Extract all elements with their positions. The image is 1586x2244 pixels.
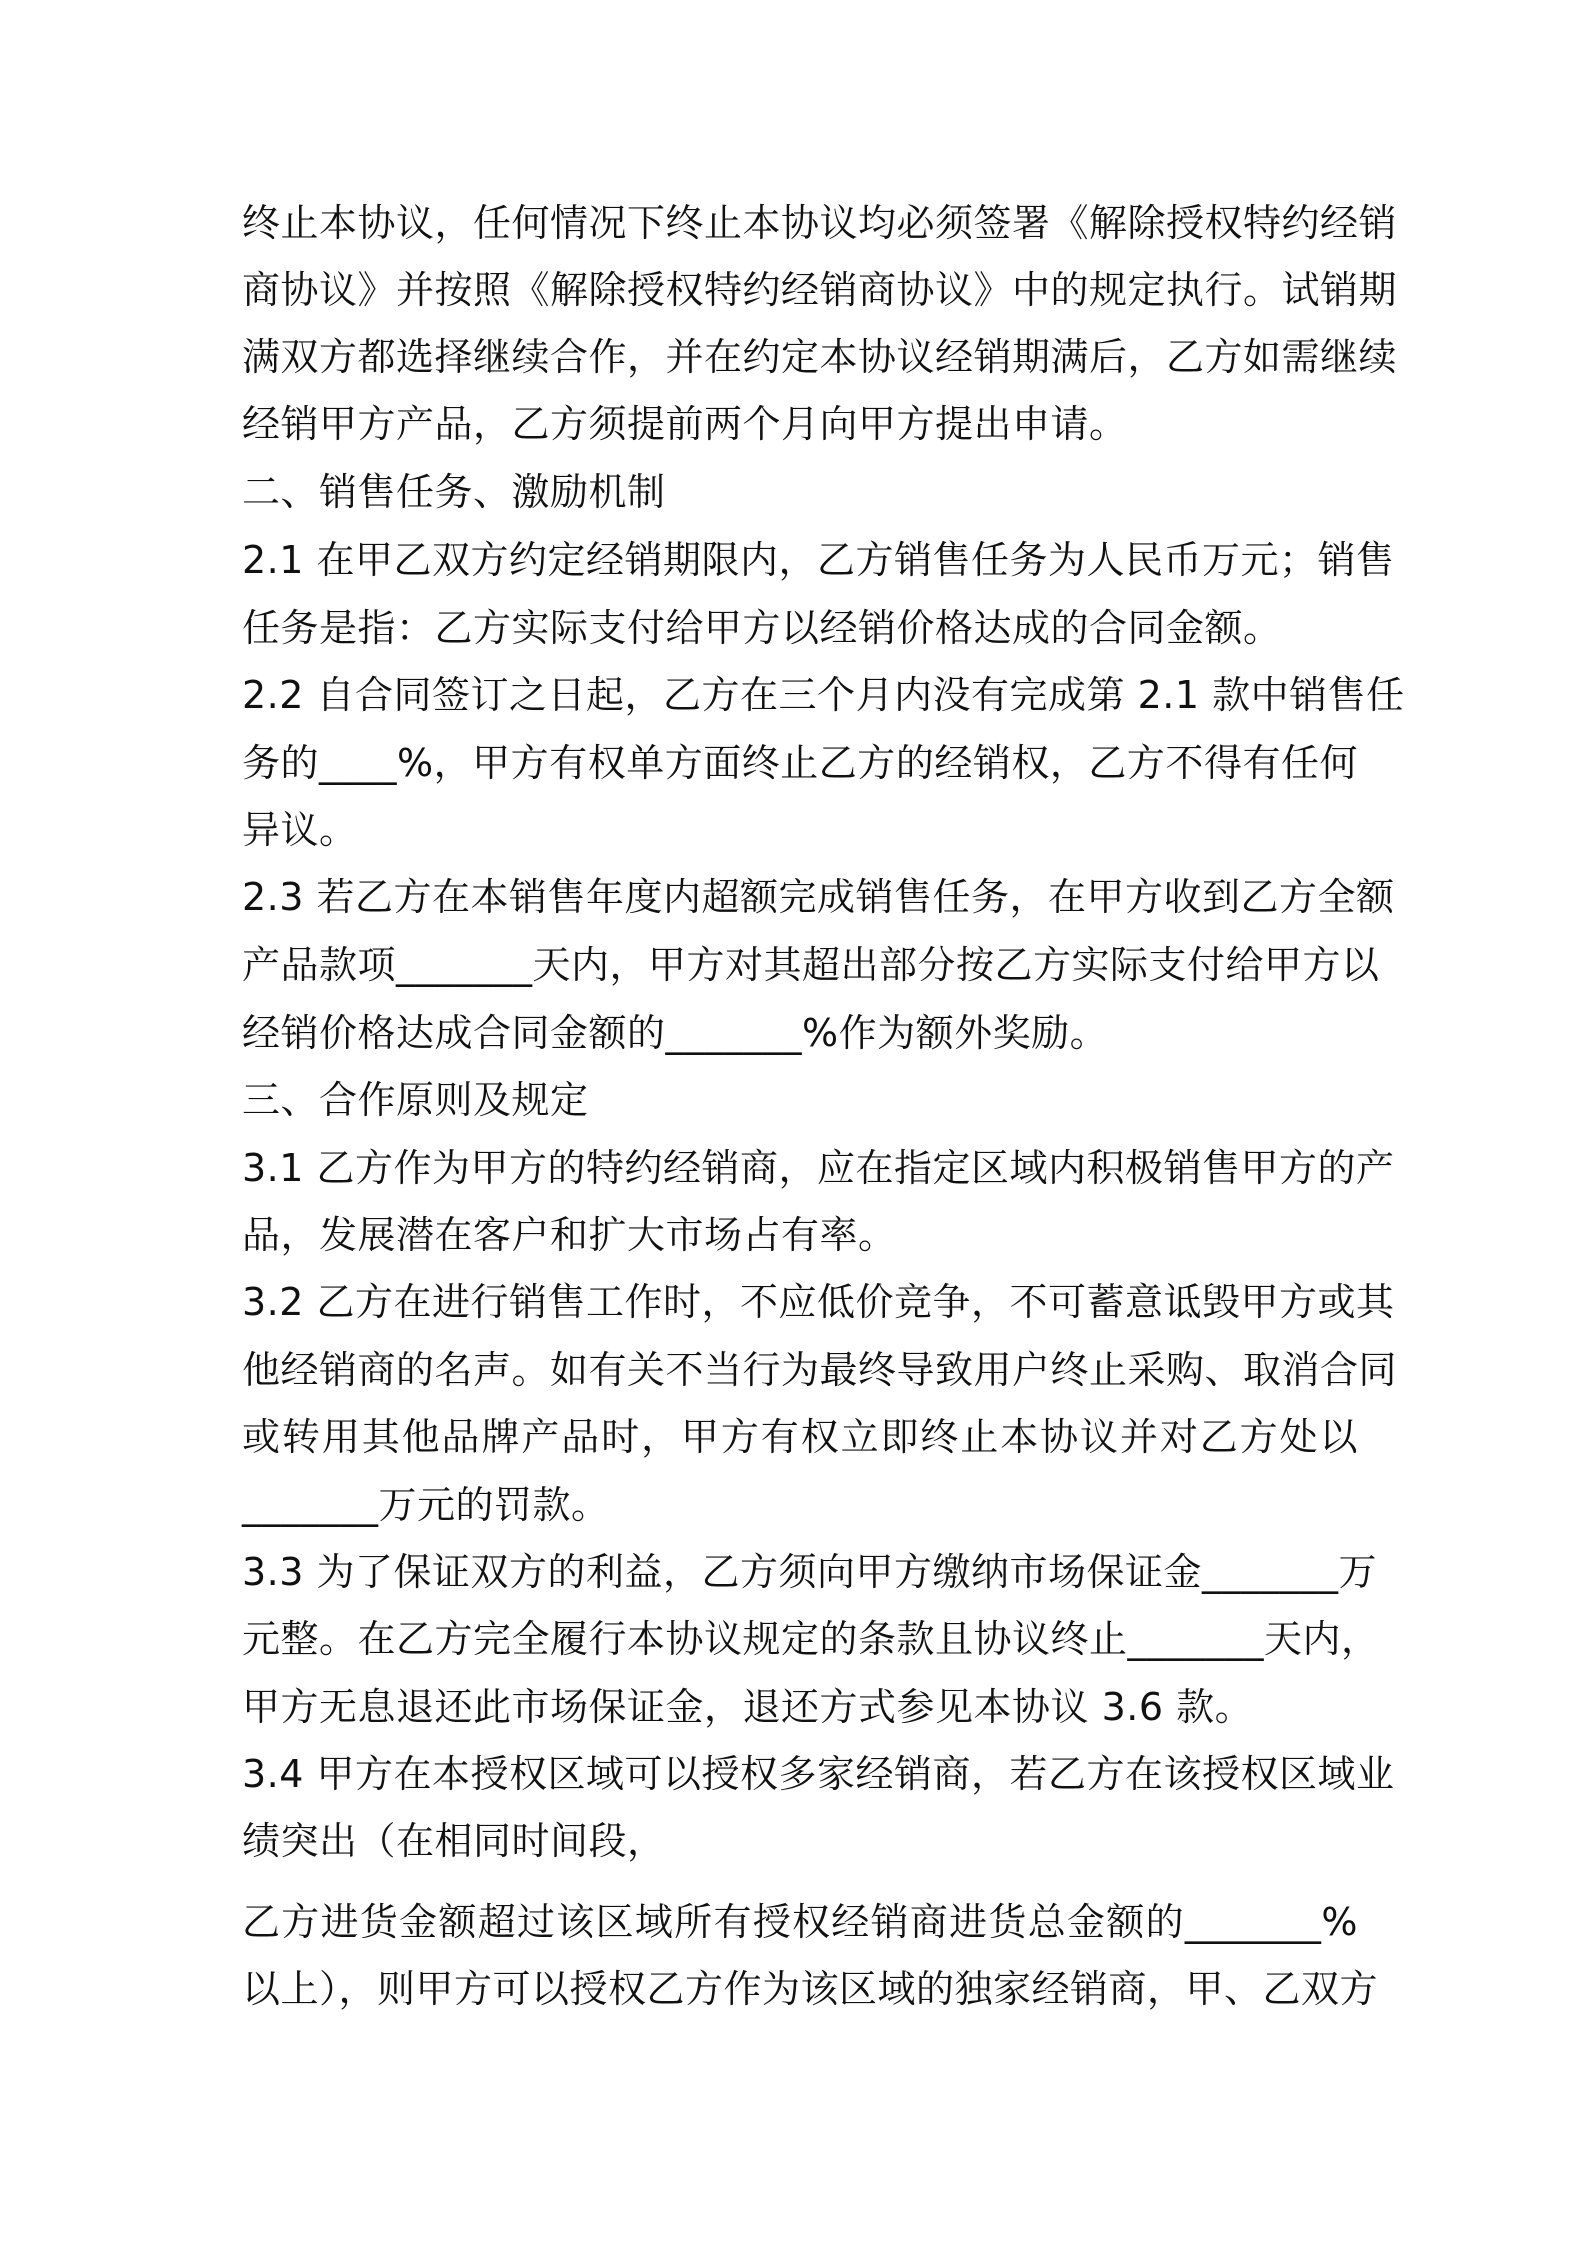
section-heading: 二、销售任务、激励机制 xyxy=(242,470,666,514)
text-line: 3.4 甲方在本授权区域可以授权多家经销商，若乙方在该授权区域业 xyxy=(242,1752,1395,1796)
text-line: 经销价格达成合同金额的_______%作为额外奖励。 xyxy=(242,1011,1109,1055)
text-line: 产品款项_______天内，甲方对其超出部分按乙方实际支付给甲方以 xyxy=(242,943,1380,987)
section-heading: 三、合作原则及规定 xyxy=(242,1078,589,1122)
text-line: 2.3 若乙方在本销售年度内超额完成销售任务，在甲方收到乙方全额 xyxy=(242,875,1395,919)
text-line: 乙方进货金额超过该区域所有授权经销商进货总金额的_______% xyxy=(242,1900,1358,1944)
text-line: 他经销商的名声。如有关不当行为最终导致用户终止采购、取消合同 xyxy=(242,1348,1398,1392)
text-line: 3.2 乙方在进行销售工作时，不应低价竞争，不可蓄意诋毁甲方或其 xyxy=(242,1280,1395,1324)
text-line: 商协议》并按照《解除授权特约经销商协议》中的规定执行。试销期 xyxy=(242,268,1398,312)
text-line: 以上），则甲方可以授权乙方作为该区域的独家经销商，甲、乙双方 xyxy=(242,1967,1379,2011)
text-line: _______万元的罚款。 xyxy=(242,1483,610,1527)
text-line: 绩突出（在相同时间段， xyxy=(242,1819,666,1863)
text-line: 2.1 在甲乙双方约定经销期限内，乙方销售任务为人民币万元；销售 xyxy=(242,538,1395,582)
text-line: 甲方无息退还此市场保证金，退还方式参见本协议 3.6 款。 xyxy=(242,1685,1254,1729)
text-line: 2.2 自合同签订之日起，乙方在三个月内没有完成第 2.1 款中销售任 xyxy=(242,673,1405,717)
text-line: 3.3 为了保证双方的利益，乙方须向甲方缴纳市场保证金_______万 xyxy=(242,1550,1378,1594)
text-line: 异议。 xyxy=(242,808,358,852)
text-line: 满双方都选择继续合作，并在约定本协议经销期满后，乙方如需继续 xyxy=(242,335,1398,379)
text-line: 元整。在乙方完全履行本协议规定的条款且协议终止_______天内， xyxy=(242,1617,1380,1661)
text-line: 任务是指：乙方实际支付给甲方以经销价格达成的合同金额。 xyxy=(242,606,1282,650)
text-line: 或转用其他品牌产品时，甲方有权立即终止本协议并对乙方处以 xyxy=(242,1415,1358,1459)
text-line: 务的____%，甲方有权单方面终止乙方的经销权，乙方不得有任何 xyxy=(242,741,1358,785)
text-line: 3.1 乙方作为甲方的特约经销商，应在指定区域内积极销售甲方的产 xyxy=(242,1146,1395,1190)
text-line: 终止本协议，任何情况下终止本协议均必须签署《解除授权特约经销 xyxy=(242,201,1398,245)
text-line: 经销甲方产品，乙方须提前两个月向甲方提出申请。 xyxy=(242,402,1128,446)
text-line: 品，发展潜在客户和扩大市场占有率。 xyxy=(242,1213,897,1257)
